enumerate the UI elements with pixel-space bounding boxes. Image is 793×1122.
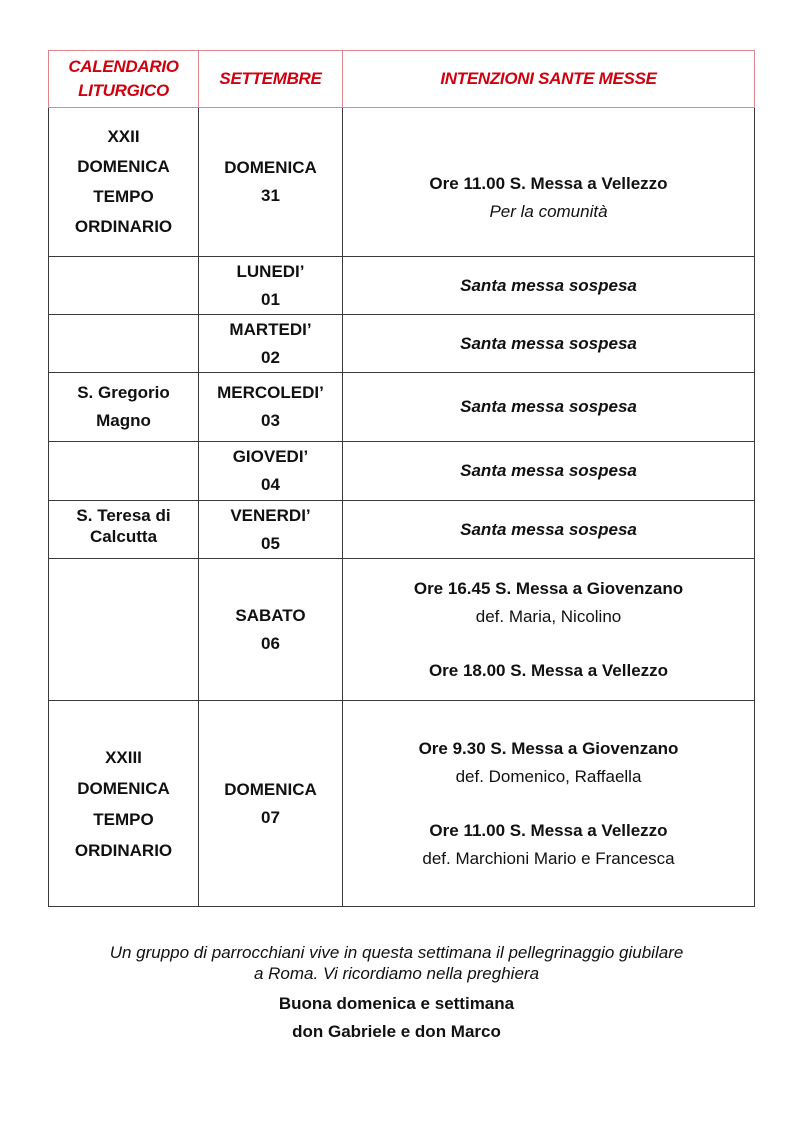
signature: don Gabriele e don Marco [292,1022,501,1041]
footer [40,942,753,1046]
header-liturgical-calendar: CALENDARIO LITURGICO [49,51,199,108]
table-row [49,108,755,257]
day-cell [199,501,343,559]
day-name: DOMENICA [224,158,317,177]
intentions-cell [343,108,755,257]
day-name: GIOVEDI’ [232,447,309,466]
liturgical-line: TEMPO [93,187,154,206]
liturgical-line: Magno [96,411,151,430]
mass-title: Ore 11.00 S. Messa a Vellezzo [429,174,668,193]
mass-note: def. Marchioni Mario e Francesca [422,848,675,868]
mass-title: Ore 16.45 S. Messa a Giovenzano [413,578,684,598]
liturgical-cell [49,315,199,373]
pilgrimage-message-line-1: Un gruppo di parrocchiani vive in questa settimana il pellegrinaggio giubilare [109,943,684,962]
day-cell [199,108,343,257]
day-cell [199,315,343,373]
liturgical-line: XXIII [105,747,142,767]
table-row [49,373,755,442]
liturgical-line: ORDINARIO [74,840,173,860]
liturgical-line: Calcutta [89,527,158,546]
intentions-cell: Santa messa sospesa [343,315,755,373]
intentions-cell: Santa messa sospesa [343,501,755,559]
liturgical-cell [49,257,199,315]
liturgical-line: DOMENICA [77,157,170,176]
day-date: 04 [261,475,280,494]
intentions-cell [343,701,755,907]
mass-title: Ore 11.00 S. Messa a Vellezzo [429,820,668,840]
intentions-cell: Santa messa sospesa [343,442,755,501]
day-date: 02 [261,347,280,367]
liturgical-cell [49,501,199,559]
greeting: Buona domenica e settimana [278,994,515,1013]
header-mass-intentions: INTENZIONI SANTE MESSE [343,51,755,108]
liturgical-calendar-table [48,50,755,907]
day-name: SABATO [235,605,306,625]
day-date: 06 [261,633,280,653]
mass-note: def. Maria, Nicolino [475,606,622,626]
liturgical-line: TEMPO [93,809,154,829]
day-cell [199,442,343,501]
mass-title: Ore 18.00 S. Messa a Vellezzo [428,660,669,680]
liturgical-line: S. Gregorio [77,383,170,402]
mass-note: Per la comunità [489,202,608,221]
pilgrimage-message-line-2: a Roma. Vi ricordiamo nella preghiera [253,964,540,983]
day-cell [199,559,343,701]
intentions-cell: Santa messa sospesa [343,373,755,442]
day-date: 07 [261,807,280,827]
liturgical-line: DOMENICA [77,778,170,798]
table-row [49,315,755,373]
intentions-cell: Santa messa sospesa [343,257,755,315]
liturgical-cell [49,701,199,907]
table-row [49,701,755,907]
day-name: VENERDI’ [230,505,311,525]
liturgical-line: ORDINARIO [74,217,173,236]
mass-note: def. Domenico, Raffaella [455,766,642,786]
mass-title: Ore 9.30 S. Messa a Giovenzano [418,738,679,758]
day-date: 03 [261,411,280,430]
day-name: MERCOLEDI’ [217,383,324,402]
table-row [49,257,755,315]
day-cell [199,701,343,907]
day-date: 05 [261,533,280,553]
day-cell [199,373,343,442]
liturgical-line: XXII [107,127,140,146]
liturgical-cell [49,559,199,701]
day-name: MARTEDI’ [229,319,312,339]
day-name: LUNEDI’ [236,261,305,281]
day-cell [199,257,343,315]
table-row [49,442,755,501]
table-header-row [49,51,755,108]
liturgical-line: S. Teresa di [76,506,171,525]
table-row [49,559,755,701]
table-row [49,501,755,559]
header-month: SETTEMBRE [199,51,343,108]
liturgical-cell [49,108,199,257]
liturgical-cell [49,373,199,442]
intentions-cell [343,559,755,701]
day-name: DOMENICA [224,779,317,799]
day-date: 31 [261,186,280,205]
day-date: 01 [261,289,280,309]
liturgical-cell [49,442,199,501]
